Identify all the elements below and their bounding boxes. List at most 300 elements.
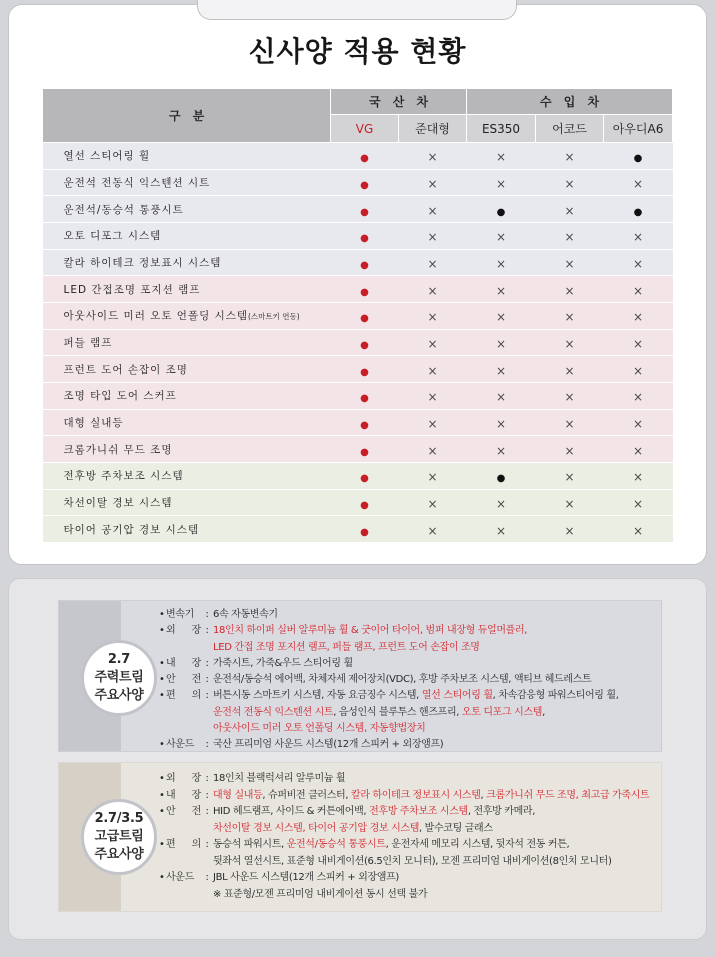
mark-cell-accord [536,196,604,223]
new-feature-text: 18인치 하이퍼 실버 알루미늄 휠 & 굿이어 타이어, 범퍼 내장형 듀얼머플러, [213,625,528,637]
row-label [43,222,331,249]
spec-label: 내 장 [166,789,201,801]
spec-line [213,705,659,721]
spec-line [213,870,659,887]
not-applied-cross-icon: × [495,150,507,165]
badge-line: 주요사양 [94,688,144,703]
not-applied-cross-icon: × [495,523,507,538]
new-feature-text: LED 간접 조명 포지션 램프, 퍼들 램프, 프런트 도어 손잡이 조명 [213,641,480,653]
spec-separator: : [205,609,209,620]
mark-cell-vg [331,196,399,223]
bullet-icon: • [159,789,165,801]
bullet-icon: • [159,690,165,702]
mark-cell-vg [331,489,399,516]
feature-text: 18인치 블랙럭셔리 알루미늄 휠 [213,773,346,784]
table-row [43,302,673,329]
spec-item [159,672,659,688]
spec-separator: : [205,773,209,784]
mark-cell-junior-large [399,302,467,329]
bullet-icon: • [159,609,165,620]
not-applied-cross-icon: × [633,256,644,271]
bullet-icon: • [159,739,165,751]
spec-item [159,688,659,737]
spec-separator: : [205,674,209,686]
mark-cell-audi-a6 [604,516,673,543]
not-applied-cross-icon: × [427,390,438,405]
mark-cell-junior-large [399,169,467,196]
feature-name: 퍼들 램프 [63,336,113,349]
feature-text: 6속 자동변속기 [213,609,278,620]
bullet-icon: • [159,625,165,637]
bullet-icon: • [159,839,165,850]
feature-comparison-table [42,88,673,543]
feature-text: 국산 프리미엄 사운드 시스템(12개 스피커 + 외장앰프) [213,739,444,751]
mark-cell-audi-a6 [604,409,673,436]
mark-cell-audi-a6 [604,222,673,249]
row-label [43,516,331,543]
mark-cell-accord [536,436,604,463]
spec-item [159,788,659,805]
new-feature-text: 오토 디포그 시스템 [461,706,543,718]
spec-separator: : [205,839,209,850]
feature-name: 오토 디포그 시스템 [63,230,162,243]
mark-cell-accord [536,516,604,543]
spec-label: 외 장 [166,773,201,784]
mark-cell-es350 [467,382,536,409]
not-applied-cross-icon: × [495,283,507,298]
header-imported: 수 입 차 [467,89,673,115]
row-label [43,249,331,276]
feature-name: 칼라 하이테크 정보표시 시스템 [63,256,222,269]
mark-cell-junior-large [399,516,467,543]
applied-dot-icon: ● [360,526,369,538]
mark-cell-junior-large [399,143,467,170]
mark-cell-audi-a6 [604,276,673,303]
not-applied-cross-icon: × [495,176,507,191]
not-applied-cross-icon: × [495,363,507,378]
spec-line [213,688,659,704]
new-feature-text: 아웃사이드 미러 오토 언폴딩 시스템, 자동향법장치 [213,723,426,735]
mark-cell-accord [536,143,604,170]
table-row [43,196,673,223]
feature-text: , 운전자세 메모리 시스템, 뒷자석 전동 커튼, [385,839,570,850]
mark-cell-audi-a6 [604,356,673,383]
mark-cell-accord [536,222,604,249]
spec-line [213,623,659,639]
table-row [43,462,673,489]
table-row [43,329,673,356]
mark-cell-es350 [467,356,536,383]
new-feature-text: 차선이탈 경보 시스템, 타이어 공기압 경보 시스템 [213,822,420,834]
spec-label: 외 장 [166,625,201,637]
spec-separator: : [205,739,209,751]
badge-line: 2.7 [107,652,131,667]
mark-cell-accord [536,462,604,489]
spec-label: 내 장 [166,657,201,669]
not-applied-cross-icon: × [633,230,644,245]
new-feature-text: 전후방 주차보조 시스템 [369,806,468,817]
spec-line [213,771,659,788]
row-label [43,169,331,196]
spec-value [213,837,659,870]
spec-note: ※ 표준형/모젠 프리미엄 내비게이션 동시 선택 불가 [213,888,428,900]
mark-cell-accord [536,409,604,436]
feature-text: HID 헤드램프, 사이드 & 커튼에어백, [213,806,370,817]
feature-text: , 음성인식 블루투스 핸즈프리, [333,706,462,718]
not-applied-cross-icon: × [564,310,575,325]
spec-line [213,721,659,737]
not-applied-cross-icon: × [564,336,575,351]
column-accord: 어코드 [536,115,604,143]
mark-cell-vg [331,276,399,303]
row-label [43,143,331,170]
applied-dot-icon: ● [360,179,369,191]
not-applied-cross-icon: × [633,496,644,511]
not-applied-cross-icon: × [427,230,438,245]
table-row [43,382,673,409]
not-applied-cross-icon: × [427,256,438,271]
not-applied-cross-icon: × [633,390,644,405]
spec-label: 사운드 [166,739,194,751]
header-domestic: 국 산 차 [331,89,467,115]
new-feature-text: 크롬가니쉬 무드 조명, 최고급 가죽시트 [486,789,650,801]
mark-cell-es350 [467,516,536,543]
spec-list [159,607,659,752]
not-applied-cross-icon: × [564,230,575,245]
new-feature-text: 대형 실내등 [213,789,263,801]
not-applied-cross-icon: × [564,283,575,298]
spec-line [213,607,659,623]
trim-badge [81,799,157,875]
applied-dot-icon: ● [633,153,643,165]
mark-cell-junior-large [399,382,467,409]
spec-list [159,771,659,903]
feature-text: JBL 사운드 시스템(12개 스피커 + 외장앰프) [213,872,399,883]
table-row [43,516,673,543]
mark-cell-audi-a6 [604,169,673,196]
not-applied-cross-icon: × [427,496,438,511]
mark-cell-junior-large [399,489,467,516]
feature-text: 동승석 파워시트, [213,839,287,850]
mark-cell-audi-a6 [604,462,673,489]
not-applied-cross-icon: × [564,203,575,218]
row-label [43,276,331,303]
spec-item [159,656,659,672]
feature-name: 운전석/동승석 통풍시트 [63,203,184,216]
feature-text: , 슈퍼비전 클러스터, [262,789,352,801]
trim-box-main [58,600,662,752]
applied-dot-icon: ● [360,393,369,405]
feature-text: , 차속감응형 파워스티어링 휠, [492,690,619,702]
not-applied-cross-icon: × [495,230,507,245]
spec-separator: : [205,806,209,817]
not-applied-cross-icon: × [564,390,575,405]
not-applied-cross-icon: × [633,283,644,298]
spec-label: 사운드 [166,872,194,883]
feature-name: 조명 타입 도어 스커프 [63,390,177,403]
mark-cell-accord [536,276,604,303]
mark-cell-junior-large [399,276,467,303]
feature-text: 뒷좌석 열선시트, 표준형 내비게이션(6.5인치 모니터), 모젠 프리미엄 내비게이션(8인치 모니터) [213,855,612,867]
not-applied-cross-icon: × [633,336,644,351]
spec-label: 변속기 [166,609,194,620]
spec-value [213,607,659,623]
not-applied-cross-icon: × [564,150,575,165]
new-feature-text: 운전석 전동식 익스텐션 시트 [213,706,334,718]
not-applied-cross-icon: × [427,416,438,431]
mark-cell-audi-a6 [604,196,673,223]
feature-text: , 전후방 카메라, [467,806,536,817]
not-applied-cross-icon: × [427,310,438,325]
row-label [43,356,331,383]
not-applied-cross-icon: × [564,416,575,431]
trim-badge [81,640,157,716]
spec-separator: : [205,657,209,669]
mark-cell-audi-a6 [604,329,673,356]
spec-label: 편 의 [166,839,201,850]
spec-line [213,821,659,838]
panel-tab [197,0,517,20]
mark-cell-accord [536,356,604,383]
applied-dot-icon: ● [360,259,369,271]
not-applied-cross-icon: × [427,176,438,191]
mark-cell-es350 [467,489,536,516]
applied-dot-icon: ● [360,313,369,325]
not-applied-cross-icon: × [427,443,438,458]
mark-cell-es350 [467,143,536,170]
feature-text: 버튼시동 스마트키 시스템, 자동 요금징수 시스템, [213,690,422,702]
mark-cell-vg [331,143,399,170]
mark-cell-junior-large [399,249,467,276]
new-feature-text: 칼라 하이테크 정보표시 시스템 [351,789,481,801]
row-label [43,462,331,489]
not-applied-cross-icon: × [495,310,507,325]
mark-cell-es350 [467,436,536,463]
mark-cell-vg [331,409,399,436]
applied-dot-icon: ● [496,206,506,218]
bullet-icon: • [159,806,165,817]
spec-item [159,837,659,870]
mark-cell-audi-a6 [604,436,673,463]
spec-line [213,837,659,854]
spec-line [213,737,659,752]
not-applied-cross-icon: × [633,523,644,538]
not-applied-cross-icon: × [427,203,438,218]
table-row [43,436,673,463]
header-category: 구 분 [43,89,331,143]
row-label [43,489,331,516]
spec-separator: : [205,690,209,702]
spec-value [213,737,659,752]
header-row-groups [43,89,673,115]
spec-item [159,737,659,752]
row-label [43,409,331,436]
table-row [43,143,673,170]
mark-cell-junior-large [399,436,467,463]
not-applied-cross-icon: × [633,443,644,458]
mark-cell-accord [536,249,604,276]
mark-cell-vg [331,169,399,196]
feature-name: 대형 실내등 [63,416,124,429]
not-applied-cross-icon: × [633,310,644,325]
mark-cell-accord [536,169,604,196]
feature-name: 타이어 공기압 경보 시스템 [63,523,200,536]
feature-name: 아웃사이드 미러 오토 언폴딩 시스템 [63,310,248,323]
mark-cell-junior-large [399,409,467,436]
mark-cell-audi-a6 [604,489,673,516]
feature-text: 운전석/동승석 에어백, 차체자세 제어장치(VDC), 후방 주차보조 시스템, 액티브 헤드레스트 [213,674,592,686]
mark-cell-vg [331,462,399,489]
table-body [43,143,673,543]
mark-cell-es350 [467,249,536,276]
feature-name: 프런트 도어 손잡이 조명 [63,363,188,376]
mark-cell-vg [331,302,399,329]
spec-separator: : [205,789,209,801]
not-applied-cross-icon: × [564,523,575,538]
not-applied-cross-icon: × [564,363,575,378]
column-junior-large: 준대형 [399,115,467,143]
table-row [43,276,673,303]
badge-line: 주력트림 [94,670,144,685]
table-row [43,249,673,276]
row-label [43,329,331,356]
mark-cell-es350 [467,302,536,329]
mark-cell-junior-large [399,196,467,223]
page-title: 신사양 적용 현황 [248,35,467,68]
not-applied-cross-icon: × [427,470,438,485]
not-applied-cross-icon: × [633,176,644,191]
not-applied-cross-icon: × [495,443,507,458]
spec-value [213,623,659,656]
table-header [43,89,673,143]
not-applied-cross-icon: × [564,496,575,511]
feature-text: , [480,789,487,801]
badge-line: 고급트림 [94,829,144,844]
row-label [43,436,331,463]
bullet-icon: • [159,773,165,784]
not-applied-cross-icon: × [495,496,507,511]
applied-dot-icon: ● [360,206,369,218]
mark-cell-es350 [467,196,536,223]
applied-dot-icon: ● [633,206,643,218]
spec-line [213,804,659,821]
bullet-icon: • [159,674,165,686]
mark-cell-es350 [467,169,536,196]
spec-value [213,656,659,672]
applied-dot-icon: ● [496,473,506,485]
not-applied-cross-icon: × [427,336,438,351]
spec-item [159,771,659,788]
spec-separator: : [205,872,209,883]
feature-text: 가죽시트, 가죽&우드 스티어링 휠 [213,657,353,669]
spec-separator: : [205,625,209,637]
spec-line [213,672,659,688]
feature-text: , [542,706,545,718]
mark-cell-vg [331,222,399,249]
not-applied-cross-icon: × [427,363,438,378]
applied-dot-icon: ● [360,339,369,351]
applied-dot-icon: ● [360,419,369,431]
trim-box-premium [58,762,662,912]
applied-dot-icon: ● [360,473,369,485]
bullet-icon: • [159,872,165,883]
mark-cell-vg [331,329,399,356]
not-applied-cross-icon: × [564,470,575,485]
feature-name: 크롬가니쉬 무드 조명 [63,443,173,456]
spec-label: 안 전 [166,806,201,817]
spec-label: 편 의 [166,690,201,702]
spec-label: 안 전 [166,674,201,686]
spec-item [159,804,659,837]
mark-cell-junior-large [399,462,467,489]
mark-cell-es350 [467,276,536,303]
spec-item [159,623,659,656]
column-vg: VG [331,115,399,143]
mark-cell-audi-a6 [604,249,673,276]
row-label [43,302,331,329]
not-applied-cross-icon: × [564,176,575,191]
not-applied-cross-icon: × [633,416,644,431]
mark-cell-vg [331,436,399,463]
applied-dot-icon: ● [360,233,369,245]
not-applied-cross-icon: × [564,256,575,271]
mark-cell-accord [536,382,604,409]
not-applied-cross-icon: × [495,390,507,405]
table-row [43,489,673,516]
mark-cell-junior-large [399,329,467,356]
mark-cell-accord [536,489,604,516]
spec-line [213,854,659,871]
not-applied-cross-icon: × [495,256,507,271]
feature-name: 차선이탈 경보 시스템 [63,496,173,509]
applied-dot-icon: ● [360,286,369,298]
applied-dot-icon: ● [360,446,369,458]
spec-line [213,788,659,805]
not-applied-cross-icon: × [427,150,438,165]
not-applied-cross-icon: × [427,523,438,538]
row-label [43,196,331,223]
feature-note: (스마트키 연동) [248,312,300,322]
mark-cell-audi-a6 [604,143,673,170]
spec-value [213,688,659,737]
row-label [43,382,331,409]
not-applied-cross-icon: × [427,283,438,298]
spec-value [213,870,659,887]
feature-name: 전후방 주차보조 시스템 [63,470,184,483]
mark-cell-junior-large [399,356,467,383]
mark-cell-accord [536,329,604,356]
feature-name: 열선 스티어링 휠 [63,150,151,163]
mark-cell-accord [536,302,604,329]
table-row [43,356,673,383]
spec-value [213,804,659,837]
spec-value [213,788,659,805]
not-applied-cross-icon: × [495,416,507,431]
mark-cell-vg [331,382,399,409]
feature-text: , 발수코팅 글래스 [419,822,493,834]
table-row [43,409,673,436]
badge-line: 2.7/3.5 [94,811,144,826]
new-feature-text: 운전석/동승석 통풍시트 [286,839,386,850]
column-audi-a6: 아우디A6 [604,115,673,143]
column-es350: ES350 [467,115,536,143]
mark-cell-vg [331,516,399,543]
new-feature-text: 열선 스티어링 휠 [421,690,493,702]
applied-dot-icon: ● [360,366,369,378]
table-row [43,169,673,196]
badge-line: 주요사양 [94,847,144,862]
feature-name: 운전석 전동식 익스텐션 시트 [63,176,211,189]
